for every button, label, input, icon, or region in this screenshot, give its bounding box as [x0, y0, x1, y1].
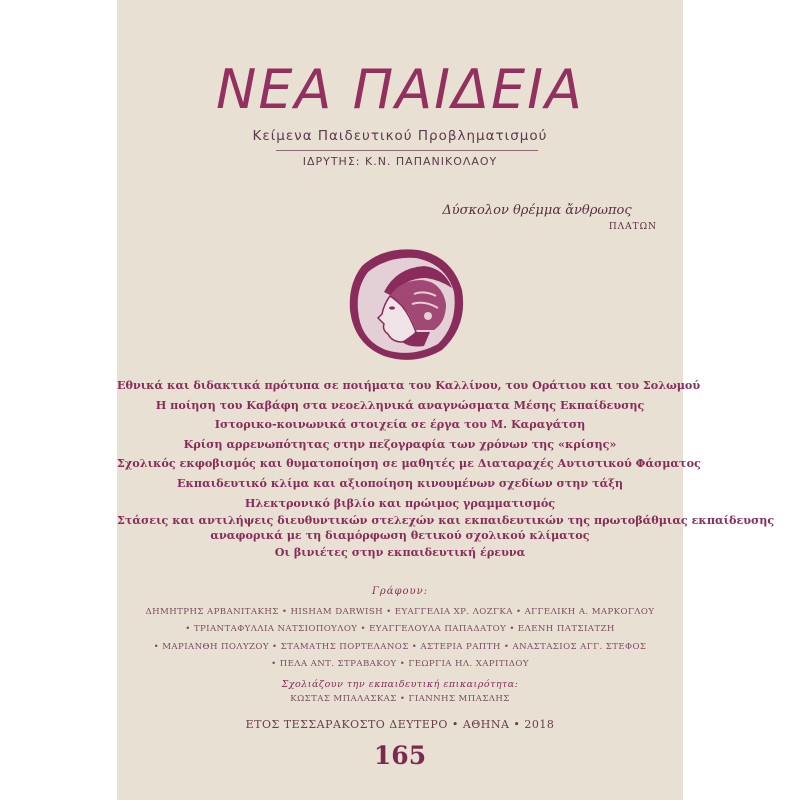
- article-title: Σχολικός εκφοβισμός και θυματοποίηση σε μαθητές με Διαταραχές Αυτιστικού Φάσματος: [117, 456, 701, 471]
- article-title: Στάσεις και αντιλήψεις διευθυντικών στελεχών και εκπαιδευτικών της πρωτοβάθμιας εκπαίδευσης: [117, 513, 775, 528]
- founder-line: ΙΔΡΥΤΗΣ: Κ.Ν. ΠΑΠΑΝΙΚΟΛΑΟΥ: [302, 155, 498, 168]
- article-title-continued: αναφορικά με τη διαμόρφωση θετικού σχολικού κλίματος: [210, 528, 590, 543]
- article-title: Κρίση αρρενωπότητας στην πεζογραφία των χρόνων της «κρίσης»: [183, 436, 617, 451]
- epigraph-author: ΠΛΑΤΩΝ: [608, 222, 657, 232]
- subtitle-divider: [276, 150, 538, 151]
- writers-list: [117, 604, 683, 674]
- writers-heading: Γράφουν:: [371, 586, 429, 597]
- article-title: Οι βινιέτες στην εκπαιδευτική έρευνα: [274, 545, 526, 560]
- publication-year-line: ΕΤΟΣ ΤΕΣΣΑΡΑΚΟΣΤΟ ΔΕΥΤΕΡΟ • ΑΘΗΝΑ • 2018: [245, 718, 555, 731]
- subtitle: Κείμενα Παιδευτικού Προβληματισμού: [252, 128, 548, 144]
- article-title: Η ποίηση του Καβάφη στα νεοελληνικά αναγνώσματα Μέσης Εκπαίδευσης: [155, 397, 645, 412]
- magazine-cover: [117, 0, 775, 800]
- writers-line: ΔΗΜΗΤΡΗΣ ΑΡΒΑΝΙΤΑΚΗΣ • HISHAM DARWISH • ΕΥΑΓΓΕΛΙΑ ΧΡ. ΛΟΖΓΚΑ • ΑΓΓΕΛΙΚΗ Α. ΜΑΡΚΟΓΛΟΥ: [145, 607, 655, 617]
- writers-line: • ΤΡΙΑΝΤΑΦΥΛΛΙΑ ΝΑΤΣΙΟΠΟΥΛΟΥ • ΕΥΑΓΓΕΛΟΥΛΑ ΠΑΠΑΔΑΤΟΥ • ΕΛΕΝΗ ΠΑΤΣΙΑΤΖΗ: [185, 624, 615, 635]
- article-title: Εθνικά και διδακτικά πρότυπα σε ποιήματα του Καλλίνου, του Οράτιου και του Σολωμού: [117, 378, 701, 392]
- writers-line: • ΠΕΛΑ ΑΝΤ. ΣΤΡΑΒΑΚΟΥ • ΓΕΩΡΓΙΑ ΗΛ. ΧΑΡΙΤΙΔΟΥ: [271, 659, 529, 670]
- article-title: Ιστορικο-κοινωνικά στοιχεία σε έργα του Μ. Καραγάτση: [214, 417, 586, 432]
- epigraph-quote: Δύσκολον θρέμμα ἄνθρωπος: [442, 203, 632, 218]
- writers-line: • ΜΑΡΙΑΝΘΗ ΠΟΛΥΖΟΥ • ΣΤΑΜΑΤΗΣ ΠΟΡΤΕΛΑΝΟΣ • ΑΣΤΕΡΙΑ ΡΑΠΤΗ • ΑΝΑΣΤΑΣΙΟΣ ΑΓΓ. ΣΤΕΦΟΣ: [153, 641, 647, 652]
- article-title: Εκπαιδευτικό κλίμα και αξιοποίηση κινουμένων σχεδίων στην τάξη: [177, 475, 623, 490]
- commentators-list: ΚΩΣΤΑΣ ΜΠΑΛΑΣΚΑΣ • ΓΙΑΝΝΗΣ ΜΠΑΣΛΗΣ: [290, 694, 510, 704]
- article-title: Ηλεκτρονικό βιβλίο και πρώιμος γραμματισμός: [244, 495, 556, 510]
- commentators-heading: Σχολιάζουν την εκπαιδευτική επικαιρότητα:: [281, 679, 519, 690]
- masthead-title: ΝΕΑ ΠΑΙΔΕΙΑ: [215, 58, 585, 121]
- issue-number: 165: [373, 741, 427, 770]
- articles-list: [117, 376, 775, 563]
- athena-coin-icon: [344, 244, 468, 364]
